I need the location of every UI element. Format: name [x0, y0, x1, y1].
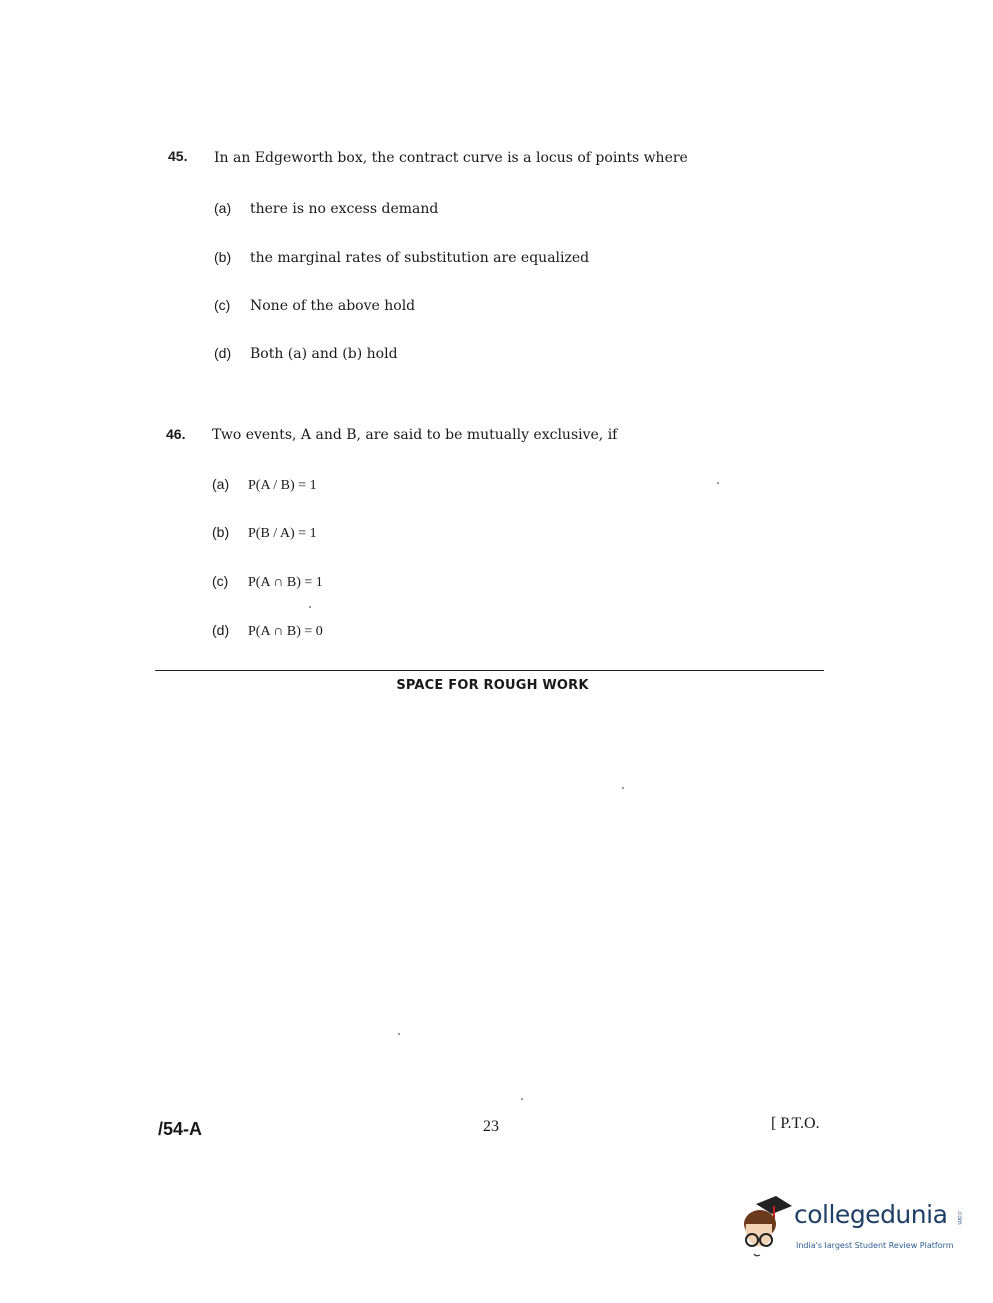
option-label: (a) — [212, 476, 230, 492]
rough-work-heading — [0, 678, 993, 693]
scan-speck — [622, 787, 624, 789]
scan-speck — [521, 1098, 523, 1100]
option-c — [212, 573, 323, 591]
scan-speck — [717, 482, 719, 484]
option-label: (d) — [212, 622, 230, 638]
option-a — [212, 476, 317, 494]
option-label: (c) — [214, 297, 231, 313]
question-number: 46. — [166, 426, 186, 442]
option-d — [214, 345, 398, 362]
option-text: P(A ∩ B) = 0 — [248, 624, 323, 639]
option-text: the marginal rates of substitution are equalized — [250, 250, 590, 266]
brand-tagline: India's largest Student Review Platform — [796, 1241, 954, 1250]
option-label: (a) — [214, 200, 232, 216]
question-text: Two events, A and B, are said to be mutually exclusive, if — [212, 427, 618, 443]
collegedunia-watermark — [734, 1196, 964, 1266]
option-a — [214, 200, 438, 217]
option-text: None of the above hold — [250, 298, 416, 314]
option-label: (c) — [212, 573, 229, 589]
page-number: 23 — [483, 1118, 499, 1135]
pto-label: [ P.T.O. — [771, 1115, 820, 1132]
option-text: P(A ∩ B) = 1 — [248, 575, 323, 590]
option-text: P(A / B) = 1 — [248, 478, 317, 493]
option-text: Both (a) and (b) hold — [250, 346, 398, 362]
option-text: P(B / A) = 1 — [248, 526, 317, 541]
option-label: (b) — [214, 249, 232, 265]
rough-work-label: SPACE FOR ROUGH WORK — [396, 678, 589, 693]
mascot-icon — [734, 1196, 794, 1258]
option-label: (d) — [214, 345, 232, 361]
scan-speck — [398, 1033, 400, 1035]
rough-work-divider — [155, 670, 824, 671]
option-label: (b) — [212, 524, 230, 540]
option-d — [212, 622, 323, 640]
brand-name: collegedunia — [794, 1200, 948, 1229]
scan-speck — [309, 606, 311, 608]
paper-code: /54-A — [158, 1119, 203, 1139]
option-b — [214, 249, 589, 266]
option-c — [214, 297, 415, 314]
question-text: In an Edgeworth box, the contract curve is a locus of points where — [214, 150, 688, 166]
option-text: there is no excess demand — [250, 201, 439, 217]
question-number: 45. — [168, 148, 188, 164]
brand-suffix: .com — [956, 1210, 963, 1225]
option-b — [212, 524, 317, 542]
